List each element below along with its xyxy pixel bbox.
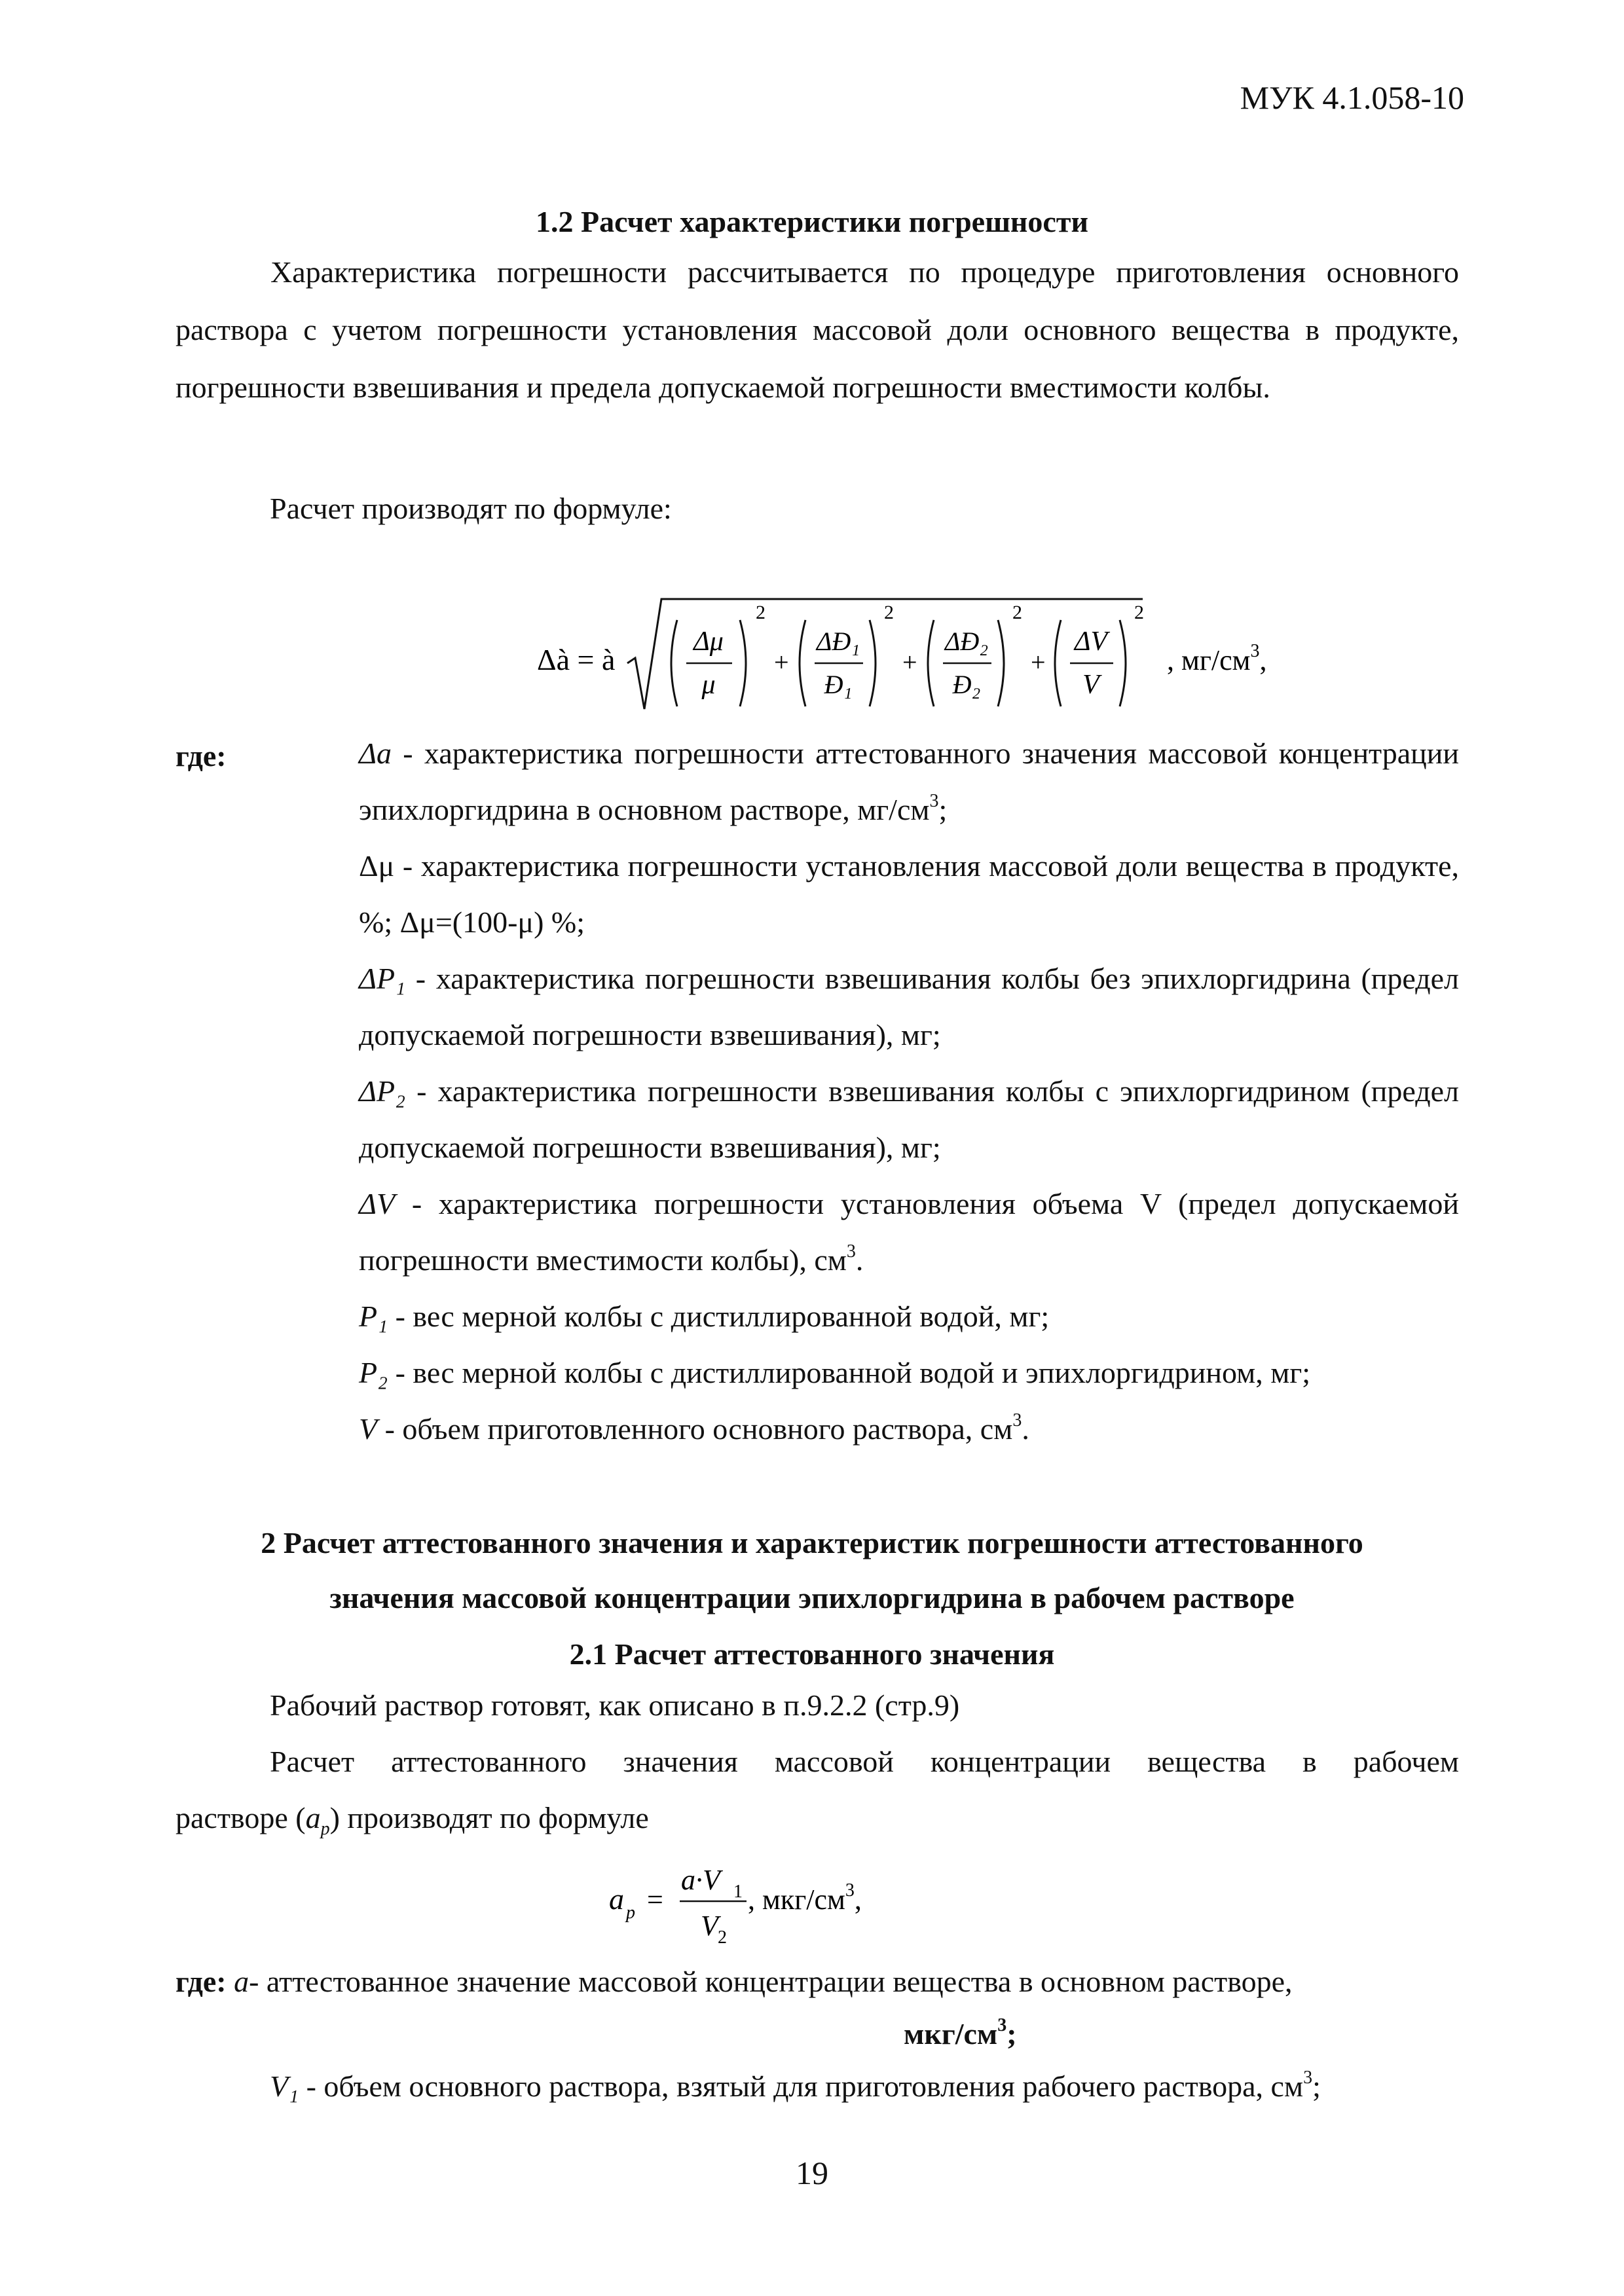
term-denominator: μ [701,670,716,700]
term-exponent: 2 [884,602,894,623]
section-2-para2-line2: растворе $(a_p)$ производят по формуле [175,1801,649,1840]
term-numerator: ΔĐ₂ [944,627,989,656]
plus-sign: + [774,647,789,677]
formula-numerator-subscript: 1 [733,1882,743,1902]
definition-delta-p2: ΔP₂ - характеристика погрешности взвешивания колбы с эпихлоргидрином (предел допускаемой погрешности взвешивания), мг; [359,1074,1459,1164]
section-heading-2-1: 2.1 Расчет аттестованного значения [569,1637,1055,1671]
definition-delta-mu: Δμ - характеристика погрешности установления массовой доли вещества в продукте, %; Δμ=(100-μ) %; [359,849,1459,939]
page-number: 19 [796,2155,828,2191]
term-denominator: Đ₂ [952,670,981,699]
formula-term-p1 [800,602,894,706]
formula-denominator-subscript: 2 [718,1927,727,1948]
formula-unit: , мкг/$см^3$, [748,1880,862,1916]
where-label: где: [175,739,227,773]
formula-term-v [1055,602,1144,706]
section-heading-2-line1: 2 Расчет аттестованного значения и характеристик погрешности аттестованного [261,1526,1363,1559]
document-code: МУК 4.1.058-10 [1240,79,1464,116]
definition-p1: P₁ - вес мерной колбы с дистиллированной водой, мг; [359,1300,1050,1333]
formula-denominator: V [701,1910,718,1942]
definition-delta-p1: ΔP₁ - характеристика погрешности взвешивания колбы без эпихлоргидрина (предел допускаемой погрешности взвешивания), мг; [359,962,1459,1051]
formula-equals: = [647,1884,663,1916]
section-2-def-a: где: a- аттестованное значение массовой концентрации вещества в основном растворе, [175,1965,1293,1998]
definition-v: V - объем приготовленного основного раствора, $см^3$. [359,1410,1029,1446]
definitions-list [359,725,1459,1457]
plus-sign: + [902,647,917,677]
term-numerator: ΔV [1074,627,1108,657]
section-1-2-paragraph: Характеристика погрешности рассчитывается по процедуре приготовления основного раствора с учетом погрешности установления массовой доли основного вещества в продукте, погрешности взвешивания и предела допускаемой погрешности вместимости колбы. [175,255,1459,404]
definition-delta-v: ΔV - характеристика погрешности установления объема V (предел допускаемой погрешности вместимости колбы), $см^3$. [359,1187,1459,1277]
formula-intro: Расчет производят по формуле: [270,492,672,525]
formula-lhs-subscript: p [626,1903,635,1923]
formula-unit: , $мг/см^3$, [1167,641,1267,676]
formula-term-p2 [928,602,1022,706]
formula-term-mu [671,602,766,706]
working-solution-formula [609,1853,976,1951]
section-2-para1: Рабочий раствор готовят, как описано в п.9.2.2 (стр.9) [270,1688,960,1722]
definition-p2: P₂ - вес мерной колбы с дистиллированной водой и эпихлоргидрином, мг; [359,1356,1311,1389]
formula-lhs: a [609,1882,624,1916]
section-heading-2-line2: значения массовой концентрации эпихлоргидрина в рабочем растворе [329,1581,1295,1614]
term-numerator: ΔĐ₁ [816,627,860,656]
section-2-para2-line1: Расчет аттестованного значения массовой концентрации вещества в рабочем [270,1745,1459,1778]
definition-delta-a: Δa - характеристика погрешности аттестованного значения массовой концентрации эпихлоргидрина в основном растворе, $мг/см^3$; [359,737,1459,826]
term-denominator: V [1082,670,1099,700]
term-exponent: 2 [756,602,766,623]
formula-numerator: a·V [681,1864,720,1896]
error-formula [537,586,1310,727]
formula-lhs: Δà = à [537,643,616,676]
plus-sign: + [1031,647,1046,677]
term-numerator: Δμ [693,627,724,657]
section-heading-1-2: 1.2 Расчет характеристики погрешности [536,205,1088,238]
term-denominator: Đ₁ [824,670,853,699]
term-exponent: 2 [1012,602,1022,623]
section-2-def-a-unit: мкг/$см^3$; [904,2015,1017,2050]
section-2-def-v1: V₁ - объем основного раствора, взятый для приготовления рабочего раствора, $см^3$; [270,2068,1321,2103]
term-exponent: 2 [1134,602,1144,623]
